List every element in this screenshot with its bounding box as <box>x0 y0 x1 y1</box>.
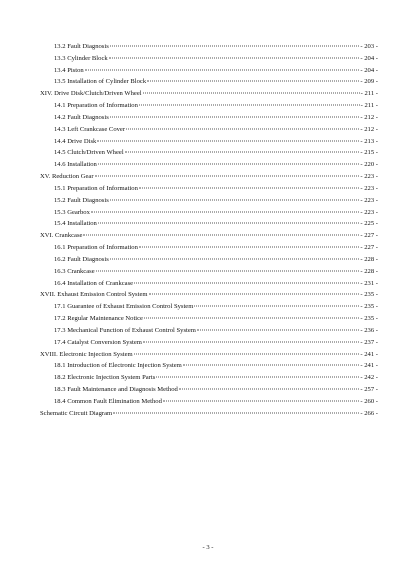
toc-entry-page: - 235 - <box>360 315 378 323</box>
dot-leader <box>98 223 360 224</box>
dot-leader <box>110 258 360 259</box>
toc-entry-title: XV. Reduction Gear <box>40 173 94 181</box>
toc-section-entry[interactable] <box>40 360 378 372</box>
toc-entry-title: XVII. Exhaust Emission Control System <box>40 291 148 299</box>
toc-section-entry[interactable] <box>40 183 378 195</box>
dot-leader <box>139 187 360 188</box>
toc-section-entry[interactable] <box>40 396 378 408</box>
toc-entry-title: 13.4 Piston <box>54 66 84 74</box>
dot-leader <box>125 152 360 153</box>
dot-leader <box>144 318 359 319</box>
toc-entry-page: - 223 - <box>360 173 378 181</box>
toc-entry-title: XVI. Crankcase <box>40 232 83 240</box>
toc-entry-page: - 204 - <box>360 66 378 74</box>
dot-leader <box>96 270 360 271</box>
dot-leader <box>134 282 359 283</box>
toc-section-entry[interactable] <box>40 159 378 171</box>
dot-leader <box>197 329 359 330</box>
toc-entry-page: - 242 - <box>360 374 378 382</box>
toc-entry-title: 15.2 Fault Diagnosis <box>54 196 109 204</box>
toc-section-entry[interactable] <box>40 337 378 349</box>
dot-leader <box>149 294 360 295</box>
toc-entry-title: 14.4 Drive Disk <box>54 137 97 145</box>
toc-chapter-entry[interactable] <box>40 230 378 242</box>
toc-entry-page: - 211 - <box>360 102 378 110</box>
toc-entry-title: 17.3 Mechanical Function of Exhaust Control System <box>54 326 196 334</box>
dot-leader <box>194 306 359 307</box>
dot-leader <box>183 365 360 366</box>
dot-leader <box>98 164 360 165</box>
dot-leader <box>139 105 360 106</box>
toc-entry-page: - 235 - <box>360 291 378 299</box>
toc-entry-title: 13.3 Cylinder Block <box>54 54 108 62</box>
toc-entry-title: 16.2 Fault Diagnosis <box>54 255 109 263</box>
toc-entry-title: 17.2 Regular Maintenance Notice <box>54 315 143 323</box>
toc-entry-page: - 227 - <box>360 244 378 252</box>
toc-entry-page: - 212 - <box>360 125 378 133</box>
toc-entry-title: 14.6 Installation <box>54 161 97 169</box>
toc-section-entry[interactable] <box>40 384 378 396</box>
toc-entry-title: 14.3 Left Crankcase Cover <box>54 125 126 133</box>
toc-entry-title: 15.1 Preparation of Information <box>54 184 138 192</box>
toc-section-entry[interactable] <box>40 112 378 124</box>
toc-entry-page: - 223 - <box>360 208 378 216</box>
toc-section-entry[interactable] <box>40 372 378 384</box>
toc-entry-page: - 260 - <box>360 397 378 405</box>
dot-leader <box>83 235 359 236</box>
toc-section-entry[interactable] <box>40 65 378 77</box>
dot-leader <box>110 46 360 47</box>
toc-entry-page: - 203 - <box>360 43 378 50</box>
toc-section-entry[interactable] <box>40 242 378 254</box>
toc-section-entry[interactable] <box>40 53 378 65</box>
toc-entry-page: - 257 - <box>360 386 378 394</box>
toc-entry-page: - 213 - <box>360 137 378 145</box>
toc-section-entry[interactable] <box>40 100 378 112</box>
toc-entry-title: 18.4 Common Fault Elimination Method <box>54 397 162 405</box>
toc-chapter-entry[interactable] <box>40 88 378 100</box>
toc-entry-page: - 228 - <box>360 267 378 275</box>
dot-leader <box>95 176 360 177</box>
toc-section-entry[interactable] <box>40 254 378 266</box>
toc-entry-title: Schematic Circuit Diagram <box>40 409 113 417</box>
toc-entry-title: XIV. Drive Disk/Clutch/Driven Wheel <box>40 90 142 98</box>
toc-entry-page: - 227 - <box>360 232 378 240</box>
toc-section-entry[interactable] <box>40 147 378 159</box>
toc-entry-title: 14.2 Fault Diagnosis <box>54 113 109 121</box>
toc-entry-page: - 236 - <box>360 326 378 334</box>
dot-leader <box>109 57 360 58</box>
toc-entry-title: 14.1 Preparation of Information <box>54 102 138 110</box>
toc-section-entry[interactable] <box>40 76 378 88</box>
toc-entry-page: - 204 - <box>360 54 378 62</box>
toc-entry-title: 18.1 Introduction of Electronic Injection System <box>54 362 182 370</box>
dot-leader <box>110 199 360 200</box>
toc-entry-page: - 241 - <box>360 350 378 358</box>
toc-entry-page: - 223 - <box>360 196 378 204</box>
dot-leader <box>134 353 360 354</box>
dot-leader <box>97 140 359 141</box>
dot-leader <box>91 211 360 212</box>
toc-entry-title: 18.2 Electronic Injection System Parts <box>54 374 156 382</box>
toc-entry-title: 17.4 Catalyst Conversion System <box>54 338 142 346</box>
page-number: - 3 - <box>202 544 214 551</box>
toc-chapter-entry[interactable] <box>40 349 378 361</box>
toc-entry-title: 18.3 Fault Maintenance and Diagnosis Method <box>54 386 178 394</box>
dot-leader <box>179 389 360 390</box>
toc-entry-title: 15.3 Gearbox <box>54 208 90 216</box>
dot-leader <box>147 81 359 82</box>
dot-leader <box>139 247 360 248</box>
toc-section-entry[interactable] <box>40 136 378 148</box>
toc-chapter-entry[interactable] <box>40 408 378 420</box>
toc-section-entry[interactable] <box>40 195 378 207</box>
dot-leader <box>126 128 359 129</box>
toc-section-entry[interactable] <box>40 325 378 337</box>
toc-section-entry[interactable] <box>40 266 378 278</box>
toc-entry-title: 17.1 Guarantee of Exhaust Emission Control System <box>54 303 194 311</box>
dot-leader <box>143 341 359 342</box>
toc-section-entry[interactable] <box>40 41 378 53</box>
toc-entry-page: - 220 - <box>360 161 378 169</box>
toc-entry-title: 16.1 Preparation of Information <box>54 244 138 252</box>
toc-entry-title: 14.5 Clutch/Driven Wheel <box>54 149 124 157</box>
toc-entry-page: - 228 - <box>360 255 378 263</box>
toc-entry-page: - 235 - <box>360 303 378 311</box>
toc-entry-page: - 231 - <box>360 279 378 287</box>
toc-entry-title: 13.2 Fault Diagnosis <box>54 43 109 50</box>
toc-entry-page: - 211 - <box>360 90 378 98</box>
toc-section-entry[interactable] <box>40 301 378 313</box>
toc-section-entry[interactable] <box>40 313 378 325</box>
toc-entry-page: - 225 - <box>360 220 378 228</box>
toc-chapter-entry[interactable] <box>40 289 378 301</box>
toc-entry-title: 15.4 Installation <box>54 220 97 228</box>
dot-leader <box>143 93 360 94</box>
toc-section-entry[interactable] <box>40 278 378 290</box>
toc-section-entry[interactable] <box>40 207 378 219</box>
toc-section-entry[interactable] <box>40 218 378 230</box>
table-of-contents <box>40 41 378 420</box>
toc-entry-page: - 209 - <box>360 78 378 86</box>
toc-entry-page: - 215 - <box>360 149 378 157</box>
toc-entry-page: - 266 - <box>360 409 378 417</box>
dot-leader <box>113 412 359 413</box>
toc-entry-page: - 237 - <box>360 338 378 346</box>
toc-entry-page: - 241 - <box>360 362 378 370</box>
toc-entry-title: 13.5 Installation of Cylinder Block <box>54 78 147 86</box>
toc-entry-title: XVIII. Electronic Injection System <box>40 350 133 358</box>
dot-leader <box>156 377 359 378</box>
dot-leader <box>85 69 360 70</box>
dot-leader <box>110 116 360 117</box>
dot-leader <box>163 400 360 401</box>
toc-entry-title: 16.4 Installation of Crankcase <box>54 279 134 287</box>
toc-chapter-entry[interactable] <box>40 171 378 183</box>
toc-entry-page: - 223 - <box>360 184 378 192</box>
toc-entry-page: - 212 - <box>360 113 378 121</box>
toc-section-entry[interactable] <box>40 124 378 136</box>
toc-entry-title: 16.3 Crankcase <box>54 267 95 275</box>
